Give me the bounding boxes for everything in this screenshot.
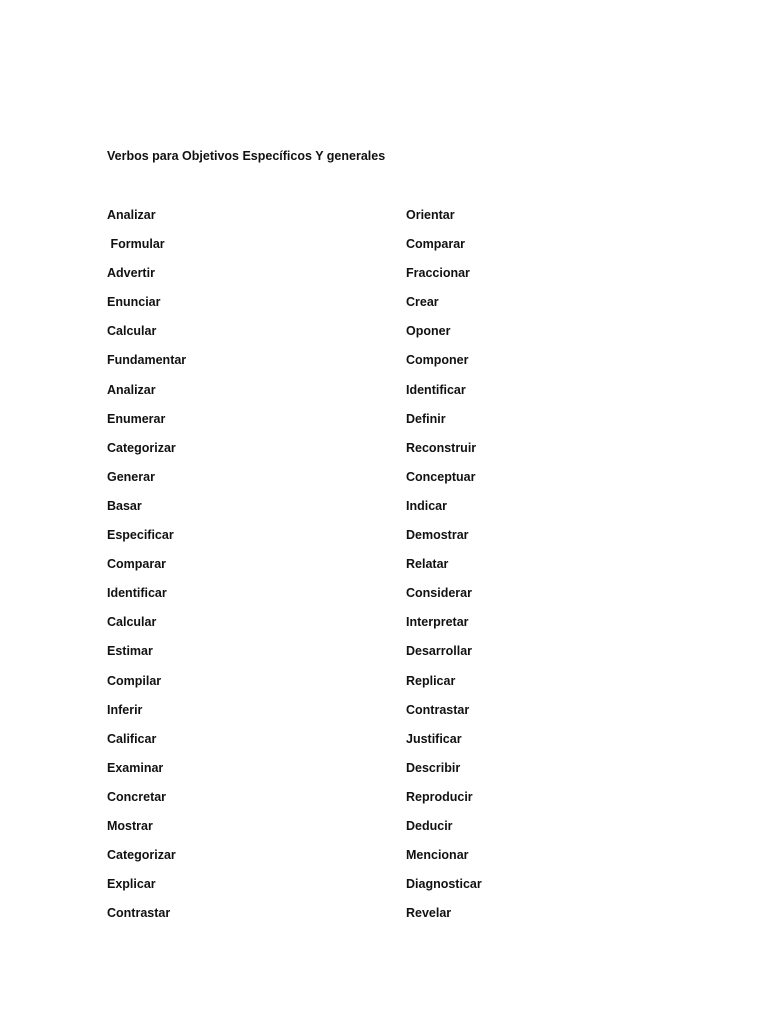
verb-item: Contrastar [107,906,171,921]
left-verb-column [107,207,186,934]
verb-item: Comparar [406,237,466,252]
verb-item: Enunciar [107,295,161,310]
verb-item: Concretar [107,789,167,804]
verb-item: Mencionar [406,848,469,863]
verb-item: Calcular [107,324,157,339]
verb-item: Fundamentar [107,353,187,368]
verb-item: Especificar [107,528,174,543]
verb-item: Calcular [107,615,157,630]
verb-item: Formular [107,237,165,252]
verb-item: Relatar [406,557,449,572]
verb-item: Interpretar [406,615,469,630]
verb-item: Identificar [107,586,167,601]
verb-item: Revelar [406,906,452,921]
verb-item: Mostrar [107,818,153,833]
verb-item: Considerar [406,586,472,601]
verb-item: Definir [406,411,446,426]
verb-item: Analizar [107,382,156,397]
verb-item: Reproducir [406,789,473,804]
verb-item: Describir [406,760,461,775]
document-title: Verbos para Objetivos Específicos Y generales [107,149,386,163]
verb-item: Comparar [107,557,167,572]
verb-item: Indicar [406,498,447,513]
verb-item: Calificar [107,731,157,746]
verb-item: Explicar [107,877,156,892]
verb-item: Generar [107,469,155,484]
verb-item: Diagnosticar [406,877,482,892]
verb-item: Basar [107,498,142,513]
verb-item: Reconstruir [406,440,477,455]
verb-item: Justificar [406,731,462,746]
verb-item: Fraccionar [406,266,470,281]
verb-item: Demostrar [406,528,469,543]
verb-item: Orientar [406,208,455,222]
verb-item: Estimar [107,644,153,659]
verb-item: Deducir [406,818,453,833]
verb-item: Componer [406,353,469,368]
verb-item: Identificar [406,382,466,397]
verb-item: Inferir [107,702,143,717]
verb-item: Crear [406,295,439,310]
verb-item: Oponer [406,324,451,339]
verb-item: Compilar [107,673,162,688]
verb-item: Replicar [406,673,456,688]
verb-item: Categorizar [107,848,176,863]
verb-item: Categorizar [107,440,176,455]
verb-item: Contrastar [406,702,470,717]
verb-item: Examinar [107,760,164,775]
verb-item: Analizar [107,208,156,222]
verb-item: Desarrollar [406,644,473,659]
verb-item: Enumerar [107,411,166,426]
right-verb-column [406,207,482,934]
verb-item: Conceptuar [406,469,476,484]
verb-item: Advertir [107,266,155,281]
